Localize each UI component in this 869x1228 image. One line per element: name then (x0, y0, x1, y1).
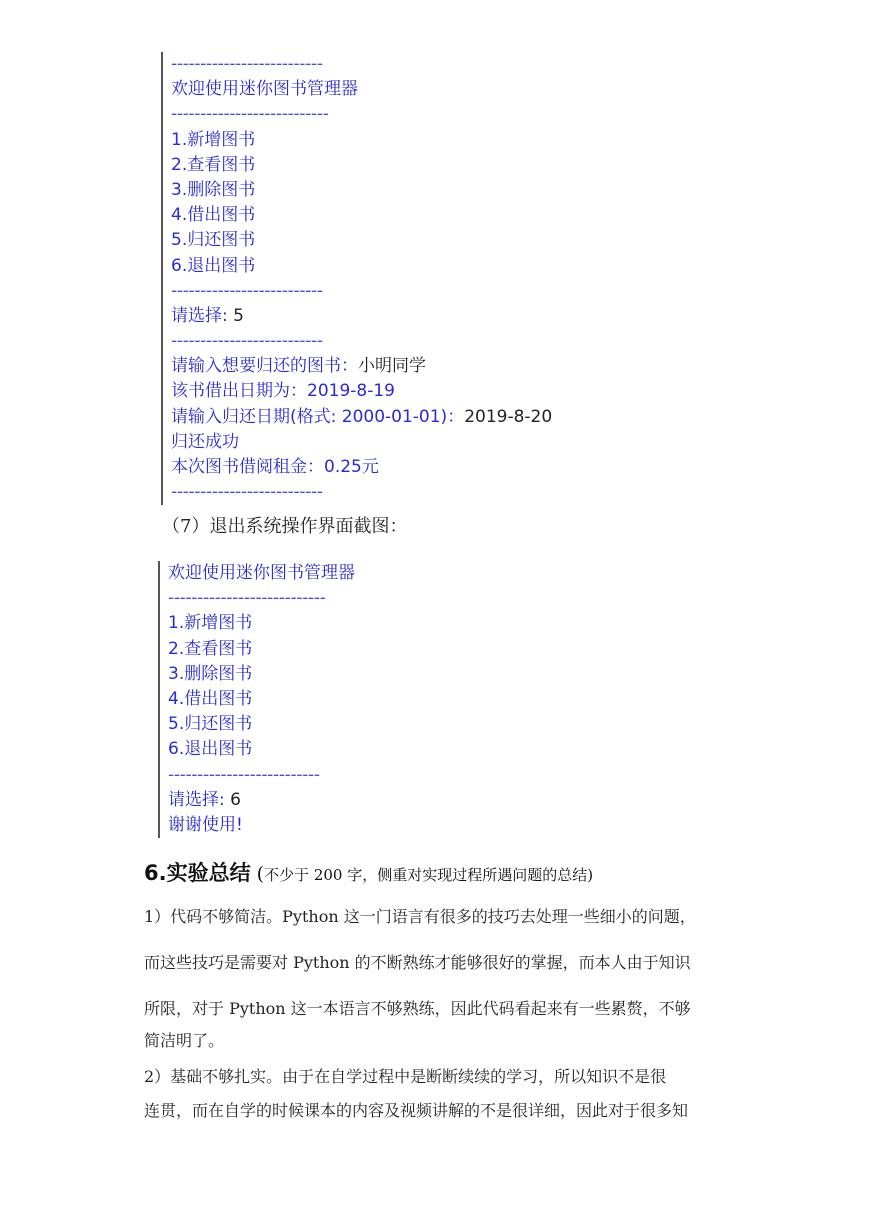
console-output-line: 1.新增图书 (171, 129, 256, 150)
console-user-input: 6 (230, 789, 241, 810)
console-output-line: 本次图书借阅租金：0.25元 (171, 457, 379, 477)
console-screenshot-return-book (161, 52, 552, 505)
console-output-line: 2.查看图书 (168, 638, 253, 659)
console-user-input: 2019-8-20 (464, 406, 553, 427)
section-note-open: ( (256, 863, 265, 885)
console-output-line: 2.查看图书 (171, 154, 256, 175)
console-prompt: 请选择: (171, 305, 234, 326)
console-output-line: 6.退出图书 (168, 739, 253, 760)
console-separator: -------------------------- (171, 54, 323, 74)
console-output-line: 欢迎使用迷你图书管理器 (171, 79, 358, 100)
console-output-line: 6.退出图书 (171, 255, 256, 276)
console-screenshot-exit (158, 561, 355, 838)
console-user-input: 小明同学 (358, 356, 426, 377)
console-output-line: 3.删除图书 (171, 179, 256, 200)
console-output-line: 5.归还图书 (168, 714, 253, 735)
console-prompt: 请选择: (168, 789, 231, 810)
console-prompt-line (171, 304, 552, 329)
console-prompt: 请输入归还日期(格式: 2000-01-01)： (171, 406, 465, 427)
console-prompt-line (171, 405, 552, 430)
console-prompt-line (171, 354, 552, 379)
paragraph-line: 简洁明了。 (144, 1031, 225, 1050)
paragraph-line: 连贯，而在自学的时候课本的内容及视频讲解的不是很详细，因此对于很多知 (144, 1101, 689, 1120)
console-separator: -------------------------- (171, 331, 323, 352)
figure-caption: （7）退出系统操作界面截图： (162, 516, 408, 537)
console-prompt: 请输入想要归还的图书： (171, 356, 358, 377)
paragraph-line: 而这些技巧是需要对 Python 的不断熟练才能够很好的掌握，而本人由于知识 (144, 953, 691, 972)
console-output-line: 归还成功 (171, 431, 239, 452)
console-output-line: 5.归还图书 (171, 230, 256, 251)
console-separator: --------------------------- (171, 104, 329, 125)
console-output-line: 欢迎使用迷你图书管理器 (168, 563, 355, 583)
section-note: 不少于 200 字，侧重对实现过程所遇问题的总结) (264, 866, 594, 884)
section-heading (144, 857, 593, 887)
console-separator: -------------------------- (171, 280, 323, 301)
console-output-line: 3.删除图书 (168, 663, 253, 684)
console-output-line: 1.新增图书 (168, 613, 253, 634)
console-user-input: 5 (233, 305, 244, 326)
console-prompt-line (168, 788, 355, 813)
console-separator: -------------------------- (171, 482, 323, 503)
paragraph-line: 所限，对于 Python 这一本语言不够熟练，因此代码看起来有一些累赘，不够 (144, 999, 691, 1018)
paragraph-line: 1）代码不够简洁。Python 这一门语言有很多的技巧去处理一些细小的问题， (144, 907, 696, 926)
paragraph-line: 2）基础不够扎实。由于在自学过程中是断断续续的学习，所以知识不是很 (144, 1067, 667, 1086)
console-output-line: 4.借出图书 (168, 688, 253, 709)
console-separator: -------------------------- (168, 764, 320, 785)
console-output-line: 谢谢使用! (168, 814, 243, 835)
section-title: 6.实验总结 (144, 861, 251, 885)
console-separator: --------------------------- (168, 588, 326, 609)
console-output-line: 该书借出日期为：2019-8-19 (171, 381, 395, 402)
console-output-line: 4.借出图书 (171, 205, 256, 226)
